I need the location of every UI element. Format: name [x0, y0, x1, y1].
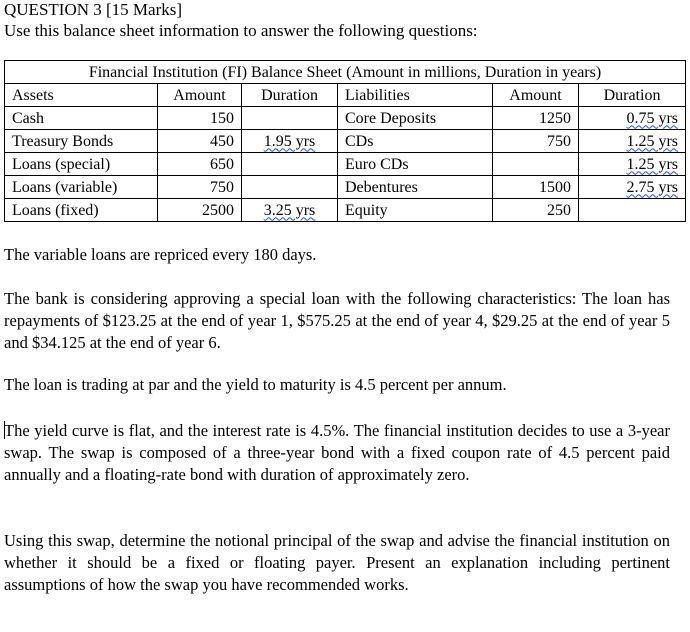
liability-duration-text: 1.25 yrs — [626, 155, 679, 173]
asset-duration-text: 3.25 yrs — [263, 201, 316, 219]
asset-amount: 750 — [158, 176, 242, 199]
paragraph-swap-text: The yield curve is flat, and the interest rate is 4.5%. The financial institution decides to use a 3-year swap. The swap is composed of a three-year bond with a fixed coupon rate of 4.5 percent paid annually and a floating-rate bond with duration of approximately zero. — [4, 421, 670, 484]
liability-name: Core Deposits — [338, 107, 493, 130]
asset-amount: 2500 — [158, 199, 242, 222]
header-liabilities: Liabilities — [338, 84, 493, 107]
table-row — [5, 153, 686, 176]
table-row — [5, 199, 686, 222]
question-intro: Use this balance sheet information to answer the following questions: — [4, 21, 478, 40]
paragraph-repricing: The variable loans are repriced every 180 days. — [4, 245, 317, 264]
table-title: Financial Institution (FI) Balance Sheet (Amount in millions, Duration in years) — [5, 61, 686, 84]
liability-name: Debentures — [338, 176, 493, 199]
paragraph-special-loan: The bank is considering approving a special loan with the following characteristics: The loan has repayments of $123.25 at the end of year 1, $575.25 at the end of year 4, $29.25 at the end of year 5 and $34.125 at the end of year 6. — [4, 289, 670, 352]
liability-duration — [579, 176, 686, 199]
asset-duration — [242, 130, 338, 153]
liability-duration-text: 2.75 yrs — [626, 178, 679, 196]
header-duration: Duration — [242, 84, 338, 107]
table-row — [5, 176, 686, 199]
liability-duration — [579, 199, 686, 222]
asset-duration-text: 1.95 yrs — [263, 132, 316, 150]
liability-amount — [493, 153, 579, 176]
liability-amount: 1500 — [493, 176, 579, 199]
header-assets: Assets — [5, 84, 158, 107]
asset-name: Loans (variable) — [5, 176, 158, 199]
asset-duration — [242, 176, 338, 199]
liability-duration — [579, 107, 686, 130]
asset-duration — [242, 199, 338, 222]
liability-amount: 1250 — [493, 107, 579, 130]
header-amount: Amount — [158, 84, 242, 107]
header-amount: Amount — [493, 84, 579, 107]
liability-name: Euro CDs — [338, 153, 493, 176]
asset-name: Loans (special) — [5, 153, 158, 176]
table-row — [5, 130, 686, 153]
liability-amount: 750 — [493, 130, 579, 153]
question-title: QUESTION 3 [15 Marks] — [4, 0, 183, 19]
paragraph-loan-yield: The loan is trading at par and the yield to maturity is 4.5 percent per annum. — [4, 375, 507, 394]
liability-name: Equity — [338, 199, 493, 222]
liability-duration-text: 0.75 yrs — [626, 109, 679, 127]
asset-name: Cash — [5, 107, 158, 130]
asset-amount: 650 — [158, 153, 242, 176]
paragraph-swap — [4, 420, 670, 486]
paragraph-task: Using this swap, determine the notional principal of the swap and advise the financial institution on whether it should be a fixed or floating payer. Present an explanation including pertinent assumptions of how the swap you have recommended works. — [4, 531, 670, 594]
asset-name: Treasury Bonds — [5, 130, 158, 153]
asset-duration — [242, 107, 338, 130]
asset-name: Loans (fixed) — [5, 199, 158, 222]
table-title-row — [5, 61, 686, 84]
liability-name: CDs — [338, 130, 493, 153]
asset-amount: 150 — [158, 107, 242, 130]
liability-duration-text: 1.25 yrs — [626, 132, 679, 150]
asset-amount: 450 — [158, 130, 242, 153]
asset-duration — [242, 153, 338, 176]
liability-amount: 250 — [493, 199, 579, 222]
balance-sheet-table — [4, 60, 686, 222]
header-duration: Duration — [579, 84, 686, 107]
liability-duration — [579, 153, 686, 176]
table-header-row — [5, 84, 686, 107]
liability-duration — [579, 130, 686, 153]
table-row — [5, 107, 686, 130]
